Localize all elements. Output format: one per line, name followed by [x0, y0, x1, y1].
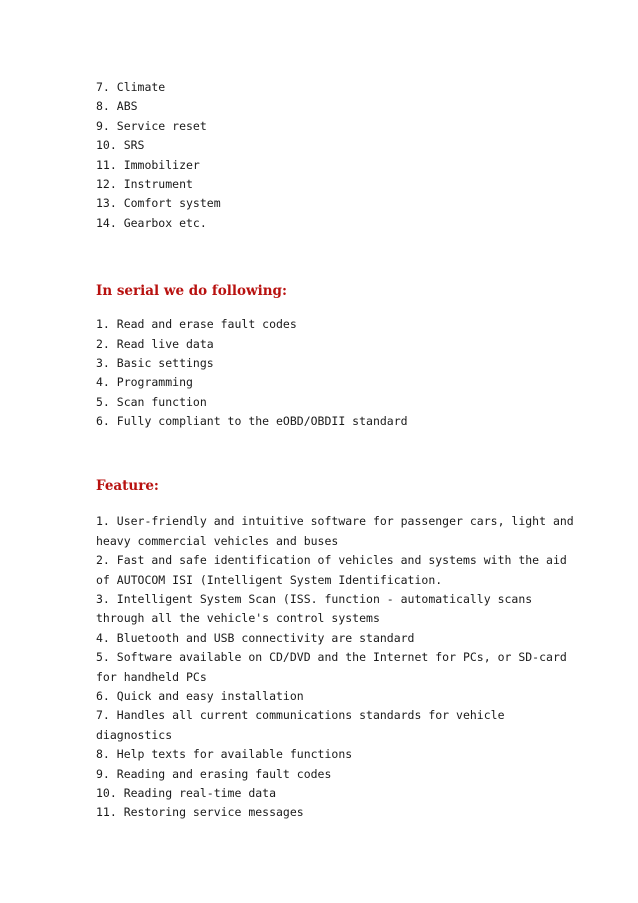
feature-line: diagnostics — [96, 727, 173, 742]
serial-heading: In serial we do following: — [96, 283, 287, 300]
feature-line: 11. Restoring service messages — [96, 805, 304, 820]
feature-line: 5. Software available on CD/DVD and the Internet for PCs, or SD-card — [96, 650, 567, 665]
list-item: 2. Read live data — [96, 336, 214, 351]
feature-line: 9. Reading and erasing fault codes — [96, 766, 332, 781]
list-item: 5. Scan function — [96, 394, 207, 409]
list-item: 14. Gearbox etc. — [96, 215, 207, 230]
list-item: 13. Comfort system — [96, 196, 221, 211]
list-item: 11. Immobilizer — [96, 157, 200, 172]
feature-heading: Feature: — [96, 478, 159, 495]
feature-line: 4. Bluetooth and USB connectivity are standard — [96, 630, 415, 645]
feature-line: 6. Quick and easy installation — [96, 688, 304, 703]
document-page — [96, 78, 574, 823]
feature-line: 7. Handles all current communications standards for vehicle — [96, 708, 505, 723]
list-item: 12. Instrument — [96, 176, 193, 191]
serial-section — [96, 281, 556, 431]
feature-line: of AUTOCOM ISI (Intelligent System Identification. — [96, 572, 443, 587]
list-item: 10. SRS — [96, 138, 145, 153]
feature-line: 2. Fast and safe identification of vehicles and systems with the aid — [96, 553, 567, 568]
feature-line: 3. Intelligent System Scan (ISS. function - automatically scans — [96, 592, 533, 607]
feature-line: 10. Reading real-time data — [96, 785, 277, 800]
list-item: 7. Climate — [96, 80, 166, 94]
feature-line: heavy commercial vehicles and buses — [96, 533, 339, 548]
feature-section — [96, 476, 574, 822]
feature-line: for handheld PCs — [96, 669, 207, 684]
feature-line: 1. User-friendly and intuitive software for passenger cars, light and — [96, 514, 574, 529]
feature-line: 8. Help texts for available functions — [96, 747, 353, 762]
function-list-continued — [96, 78, 556, 233]
list-item: 8. ABS — [96, 99, 138, 114]
list-item: 4. Programming — [96, 375, 193, 390]
list-item: 6. Fully compliant to the eOBD/OBDII standard — [96, 414, 408, 429]
list-item: 9. Service reset — [96, 118, 207, 133]
feature-line: through all the vehicle's control systems — [96, 611, 380, 626]
list-item: 1. Read and erase fault codes — [96, 317, 297, 332]
list-item: 3. Basic settings — [96, 355, 214, 370]
